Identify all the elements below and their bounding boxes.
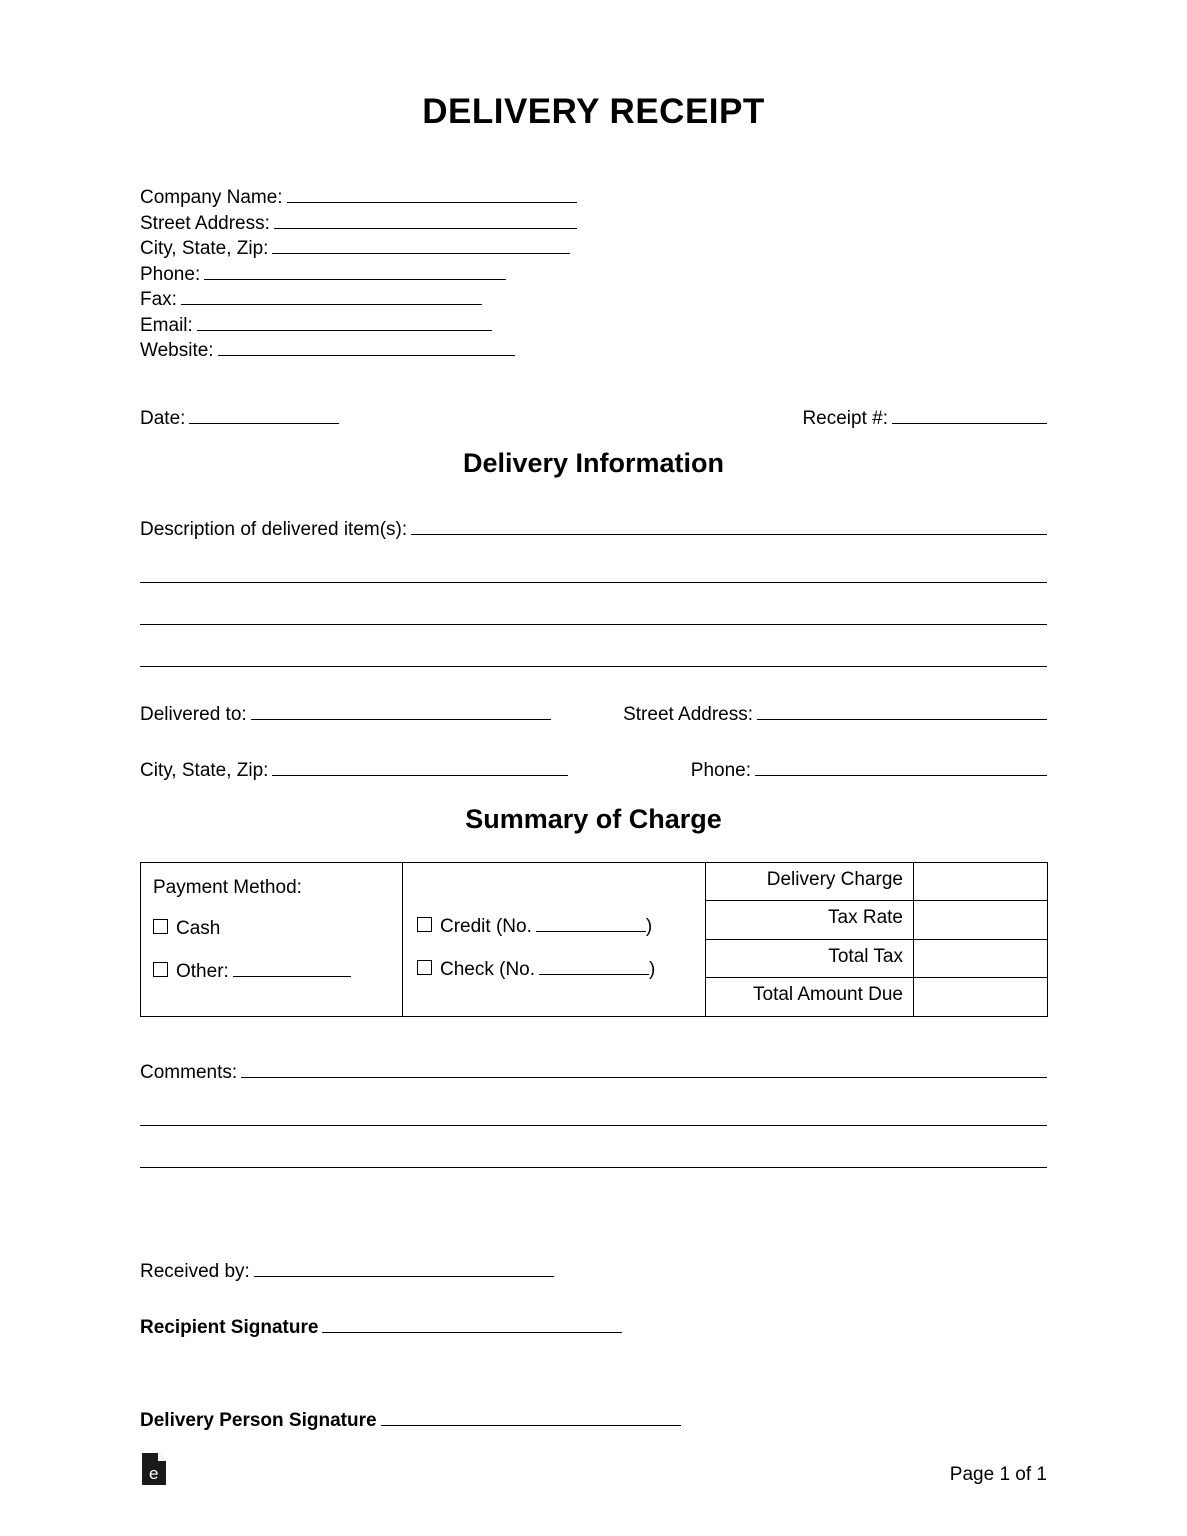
field-description: [140, 518, 1047, 541]
charge-row-tax-rate: [706, 901, 1047, 940]
summary-of-charge-heading: Summary of Charge: [465, 803, 722, 834]
phone-label: Phone:: [690, 759, 751, 781]
recipient-signature-label: Recipient Signature: [140, 1316, 319, 1338]
paren-close: ): [645, 915, 653, 937]
receipt-number-label: Receipt #:: [802, 407, 888, 429]
payment-option-other[interactable]: [153, 960, 402, 983]
date-input[interactable]: [189, 407, 339, 424]
payment-method-column: [141, 863, 403, 1016]
field-label: Website:: [140, 340, 214, 361]
delivered-to-input[interactable]: [251, 703, 551, 720]
page-title: DELIVERY RECEIPT: [422, 92, 765, 131]
delivery-person-signature-label: Delivery Person Signature: [140, 1409, 377, 1431]
description-input-line-3[interactable]: [140, 624, 1047, 625]
credit-number-input[interactable]: [536, 915, 646, 932]
document-body: [0, 185, 1187, 1432]
charge-label: Total Amount Due: [706, 978, 914, 1016]
payment-option-label: Other:: [176, 960, 229, 982]
check-number-input[interactable]: [539, 958, 649, 975]
charge-row-total-tax: [706, 940, 1047, 979]
field-recipient-street-address: [623, 703, 1047, 726]
field-label: Street Address:: [140, 212, 270, 234]
tax-rate-input[interactable]: [914, 901, 1047, 939]
recipient-signature-input[interactable]: [322, 1316, 622, 1333]
recipient-city-phone-row: [140, 759, 1047, 782]
description-input-line-4[interactable]: [140, 666, 1047, 667]
description-label: Description of delivered item(s):: [140, 518, 408, 540]
eforms-logo-icon: [140, 1452, 168, 1486]
field-city-state-zip: [140, 236, 1047, 262]
recipient-city-state-zip-input[interactable]: [272, 759, 568, 776]
checkbox-icon[interactable]: [153, 962, 168, 977]
charge-label: Total Tax: [706, 940, 914, 978]
payment-option-label: Check (No.: [440, 958, 536, 980]
field-comments: [140, 1061, 1047, 1084]
summary-of-charge-table: [140, 862, 1048, 1017]
total-tax-input[interactable]: [914, 940, 1047, 978]
city-state-zip-input[interactable]: [272, 237, 570, 254]
field-delivery-person-signature: [140, 1409, 1047, 1432]
field-recipient-phone: [691, 759, 1047, 782]
company-name-input[interactable]: [287, 186, 577, 203]
page-number: Page 1 of 1: [949, 1464, 1047, 1485]
delivery-charge-input[interactable]: [914, 863, 1047, 901]
field-label: Fax:: [140, 289, 177, 310]
email-input[interactable]: [197, 314, 492, 331]
charges-column: [706, 863, 1047, 1016]
checkbox-icon[interactable]: [417, 960, 432, 975]
total-amount-due-input[interactable]: [914, 978, 1047, 1016]
payment-option-credit[interactable]: [417, 915, 705, 938]
receipt-number-input[interactable]: [892, 407, 1047, 424]
street-address-label: Street Address:: [623, 703, 753, 725]
field-company-name: [140, 185, 1047, 211]
company-info-block: [140, 185, 1047, 364]
delivered-to-label: Delivered to:: [140, 703, 247, 725]
comments-input-line-2[interactable]: [140, 1125, 1047, 1126]
field-receipt-number: [802, 407, 1047, 430]
field-received-by: [140, 1260, 1047, 1283]
field-label: City, State, Zip:: [140, 238, 269, 259]
date-receipt-row: [140, 407, 1047, 430]
street-address-input[interactable]: [274, 212, 577, 229]
field-street-address: [140, 211, 1047, 237]
credit-check-column: [403, 863, 706, 1016]
paren-close: ): [649, 958, 656, 980]
field-label: Company Name:: [140, 187, 283, 208]
website-input[interactable]: [218, 339, 515, 356]
delivered-to-row: [140, 703, 1047, 726]
received-by-input[interactable]: [254, 1260, 554, 1277]
recipient-phone-input[interactable]: [755, 759, 1047, 776]
received-by-label: Received by:: [140, 1260, 250, 1282]
description-input-line-1[interactable]: [411, 518, 1047, 535]
charge-label: Tax Rate: [706, 901, 914, 939]
delivery-person-signature-input[interactable]: [381, 1409, 681, 1426]
fax-input[interactable]: [181, 288, 482, 305]
field-label: Email:: [140, 314, 193, 336]
field-fax: [140, 287, 1047, 313]
comments-input-line-3[interactable]: [140, 1167, 1047, 1168]
date-label: Date:: [140, 407, 186, 429]
field-phone: [140, 262, 1047, 288]
delivery-information-heading: Delivery Information: [462, 447, 725, 478]
field-delivered-to: [140, 703, 551, 726]
other-payment-input[interactable]: [233, 960, 351, 977]
payment-method-label: Payment Method:: [153, 876, 302, 898]
checkbox-icon[interactable]: [153, 919, 168, 934]
charge-label: Delivery Charge: [706, 863, 914, 901]
payment-option-label: Cash: [176, 917, 221, 939]
comments-label: Comments:: [140, 1061, 238, 1083]
field-email: [140, 313, 1047, 339]
recipient-street-address-input[interactable]: [757, 703, 1047, 720]
svg-text:e: e: [149, 1464, 159, 1483]
field-recipient-city-state-zip: [140, 759, 568, 782]
field-website: [140, 338, 1047, 364]
field-label: Phone:: [140, 263, 201, 285]
field-date: [140, 407, 339, 430]
charge-row-delivery-charge: [706, 863, 1047, 902]
charge-row-total-amount-due: [706, 978, 1047, 1016]
page-footer: [140, 1452, 1047, 1486]
payment-option-check[interactable]: [417, 958, 705, 981]
comments-input-line-1[interactable]: [241, 1061, 1047, 1078]
description-input-line-2[interactable]: [140, 582, 1047, 583]
payment-option-label: Credit (No.: [440, 915, 532, 937]
field-recipient-signature: [140, 1316, 1047, 1339]
payment-option-cash[interactable]: [153, 918, 402, 940]
city-state-zip-label: City, State, Zip:: [140, 759, 269, 781]
checkbox-icon[interactable]: [417, 917, 432, 932]
phone-input[interactable]: [204, 263, 506, 280]
